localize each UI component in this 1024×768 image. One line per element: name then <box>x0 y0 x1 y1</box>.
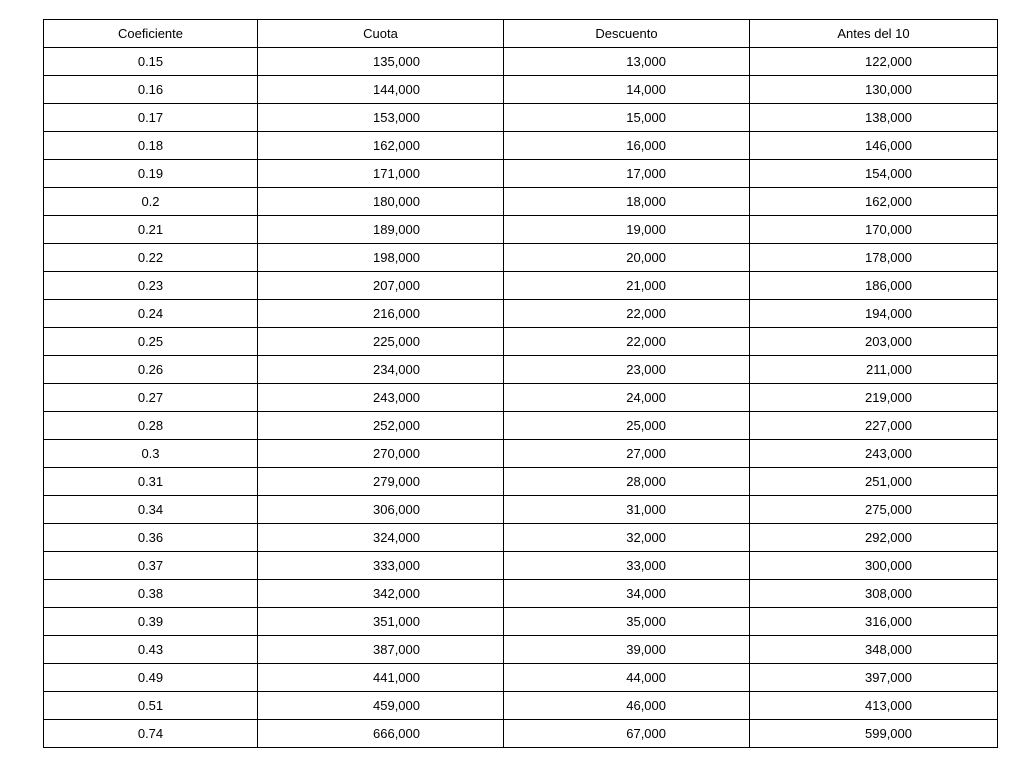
table-row <box>44 440 998 468</box>
table-row <box>44 188 998 216</box>
table-row <box>44 104 998 132</box>
cell-coeficiente: 0.2 <box>44 188 258 216</box>
table-row <box>44 244 998 272</box>
table-row <box>44 468 998 496</box>
cell-cuota: 198,000 <box>258 244 504 272</box>
cell-coeficiente: 0.23 <box>44 272 258 300</box>
cell-descuento: 21,000 <box>504 272 750 300</box>
table-row <box>44 692 998 720</box>
table-row <box>44 720 998 748</box>
cell-antes-del-10: 194,000 <box>750 300 998 328</box>
cell-cuota: 279,000 <box>258 468 504 496</box>
table-row <box>44 552 998 580</box>
cell-coeficiente: 0.21 <box>44 216 258 244</box>
cell-coeficiente: 0.38 <box>44 580 258 608</box>
cell-antes-del-10: 243,000 <box>750 440 998 468</box>
cell-descuento: 27,000 <box>504 440 750 468</box>
table-row <box>44 132 998 160</box>
cell-coeficiente: 0.15 <box>44 48 258 76</box>
cell-antes-del-10: 211,000 <box>750 356 998 384</box>
cell-antes-del-10: 251,000 <box>750 468 998 496</box>
cell-antes-del-10: 300,000 <box>750 552 998 580</box>
table-row <box>44 48 998 76</box>
cell-coeficiente: 0.26 <box>44 356 258 384</box>
cell-coeficiente: 0.43 <box>44 636 258 664</box>
cell-descuento: 22,000 <box>504 300 750 328</box>
cell-descuento: 33,000 <box>504 552 750 580</box>
table-row <box>44 496 998 524</box>
cell-antes-del-10: 292,000 <box>750 524 998 552</box>
cell-coeficiente: 0.22 <box>44 244 258 272</box>
fee-table <box>43 19 998 748</box>
cell-descuento: 22,000 <box>504 328 750 356</box>
cell-cuota: 207,000 <box>258 272 504 300</box>
cell-coeficiente: 0.49 <box>44 664 258 692</box>
cell-cuota: 459,000 <box>258 692 504 720</box>
cell-antes-del-10: 227,000 <box>750 412 998 440</box>
cell-cuota: 162,000 <box>258 132 504 160</box>
table-row <box>44 608 998 636</box>
cell-coeficiente: 0.74 <box>44 720 258 748</box>
header-antes-del-10: Antes del 10 <box>750 20 998 48</box>
table-row <box>44 636 998 664</box>
cell-antes-del-10: 348,000 <box>750 636 998 664</box>
header-row <box>44 20 998 48</box>
cell-descuento: 35,000 <box>504 608 750 636</box>
cell-cuota: 243,000 <box>258 384 504 412</box>
table-row <box>44 524 998 552</box>
cell-cuota: 144,000 <box>258 76 504 104</box>
cell-cuota: 180,000 <box>258 188 504 216</box>
cell-antes-del-10: 397,000 <box>750 664 998 692</box>
cell-coeficiente: 0.36 <box>44 524 258 552</box>
cell-coeficiente: 0.28 <box>44 412 258 440</box>
cell-antes-del-10: 138,000 <box>750 104 998 132</box>
cell-antes-del-10: 203,000 <box>750 328 998 356</box>
cell-antes-del-10: 599,000 <box>750 720 998 748</box>
table-row <box>44 412 998 440</box>
table-row <box>44 356 998 384</box>
cell-cuota: 171,000 <box>258 160 504 188</box>
cell-coeficiente: 0.16 <box>44 76 258 104</box>
cell-coeficiente: 0.34 <box>44 496 258 524</box>
cell-antes-del-10: 316,000 <box>750 608 998 636</box>
cell-coeficiente: 0.3 <box>44 440 258 468</box>
cell-coeficiente: 0.25 <box>44 328 258 356</box>
cell-antes-del-10: 162,000 <box>750 188 998 216</box>
cell-coeficiente: 0.51 <box>44 692 258 720</box>
cell-cuota: 333,000 <box>258 552 504 580</box>
cell-antes-del-10: 178,000 <box>750 244 998 272</box>
cell-descuento: 19,000 <box>504 216 750 244</box>
cell-antes-del-10: 154,000 <box>750 160 998 188</box>
cell-cuota: 135,000 <box>258 48 504 76</box>
header-coeficiente: Coeficiente <box>44 20 258 48</box>
cell-descuento: 28,000 <box>504 468 750 496</box>
cell-cuota: 387,000 <box>258 636 504 664</box>
cell-coeficiente: 0.19 <box>44 160 258 188</box>
cell-coeficiente: 0.18 <box>44 132 258 160</box>
cell-descuento: 16,000 <box>504 132 750 160</box>
cell-descuento: 44,000 <box>504 664 750 692</box>
header-descuento: Descuento <box>504 20 750 48</box>
cell-cuota: 306,000 <box>258 496 504 524</box>
table-row <box>44 580 998 608</box>
cell-antes-del-10: 308,000 <box>750 580 998 608</box>
cell-cuota: 441,000 <box>258 664 504 692</box>
table-body <box>44 48 998 748</box>
cell-cuota: 252,000 <box>258 412 504 440</box>
cell-cuota: 342,000 <box>258 580 504 608</box>
cell-descuento: 14,000 <box>504 76 750 104</box>
cell-cuota: 216,000 <box>258 300 504 328</box>
cell-cuota: 225,000 <box>258 328 504 356</box>
cell-coeficiente: 0.39 <box>44 608 258 636</box>
cell-antes-del-10: 170,000 <box>750 216 998 244</box>
cell-descuento: 23,000 <box>504 356 750 384</box>
cell-descuento: 13,000 <box>504 48 750 76</box>
fee-table-container <box>43 19 997 748</box>
cell-cuota: 234,000 <box>258 356 504 384</box>
cell-antes-del-10: 219,000 <box>750 384 998 412</box>
cell-coeficiente: 0.24 <box>44 300 258 328</box>
cell-coeficiente: 0.37 <box>44 552 258 580</box>
cell-descuento: 31,000 <box>504 496 750 524</box>
cell-cuota: 351,000 <box>258 608 504 636</box>
cell-coeficiente: 0.17 <box>44 104 258 132</box>
cell-antes-del-10: 413,000 <box>750 692 998 720</box>
header-cuota: Cuota <box>258 20 504 48</box>
cell-descuento: 67,000 <box>504 720 750 748</box>
cell-antes-del-10: 122,000 <box>750 48 998 76</box>
table-row <box>44 664 998 692</box>
cell-cuota: 153,000 <box>258 104 504 132</box>
cell-coeficiente: 0.31 <box>44 468 258 496</box>
table-row <box>44 300 998 328</box>
table-row <box>44 216 998 244</box>
table-row <box>44 384 998 412</box>
cell-antes-del-10: 275,000 <box>750 496 998 524</box>
cell-descuento: 34,000 <box>504 580 750 608</box>
cell-cuota: 270,000 <box>258 440 504 468</box>
cell-cuota: 666,000 <box>258 720 504 748</box>
cell-antes-del-10: 146,000 <box>750 132 998 160</box>
table-row <box>44 272 998 300</box>
table-row <box>44 328 998 356</box>
cell-descuento: 17,000 <box>504 160 750 188</box>
cell-cuota: 324,000 <box>258 524 504 552</box>
cell-descuento: 46,000 <box>504 692 750 720</box>
table-row <box>44 76 998 104</box>
cell-antes-del-10: 130,000 <box>750 76 998 104</box>
cell-descuento: 32,000 <box>504 524 750 552</box>
cell-cuota: 189,000 <box>258 216 504 244</box>
table-row <box>44 160 998 188</box>
cell-descuento: 39,000 <box>504 636 750 664</box>
cell-antes-del-10: 186,000 <box>750 272 998 300</box>
cell-descuento: 25,000 <box>504 412 750 440</box>
cell-descuento: 18,000 <box>504 188 750 216</box>
cell-descuento: 20,000 <box>504 244 750 272</box>
cell-coeficiente: 0.27 <box>44 384 258 412</box>
cell-descuento: 24,000 <box>504 384 750 412</box>
cell-descuento: 15,000 <box>504 104 750 132</box>
